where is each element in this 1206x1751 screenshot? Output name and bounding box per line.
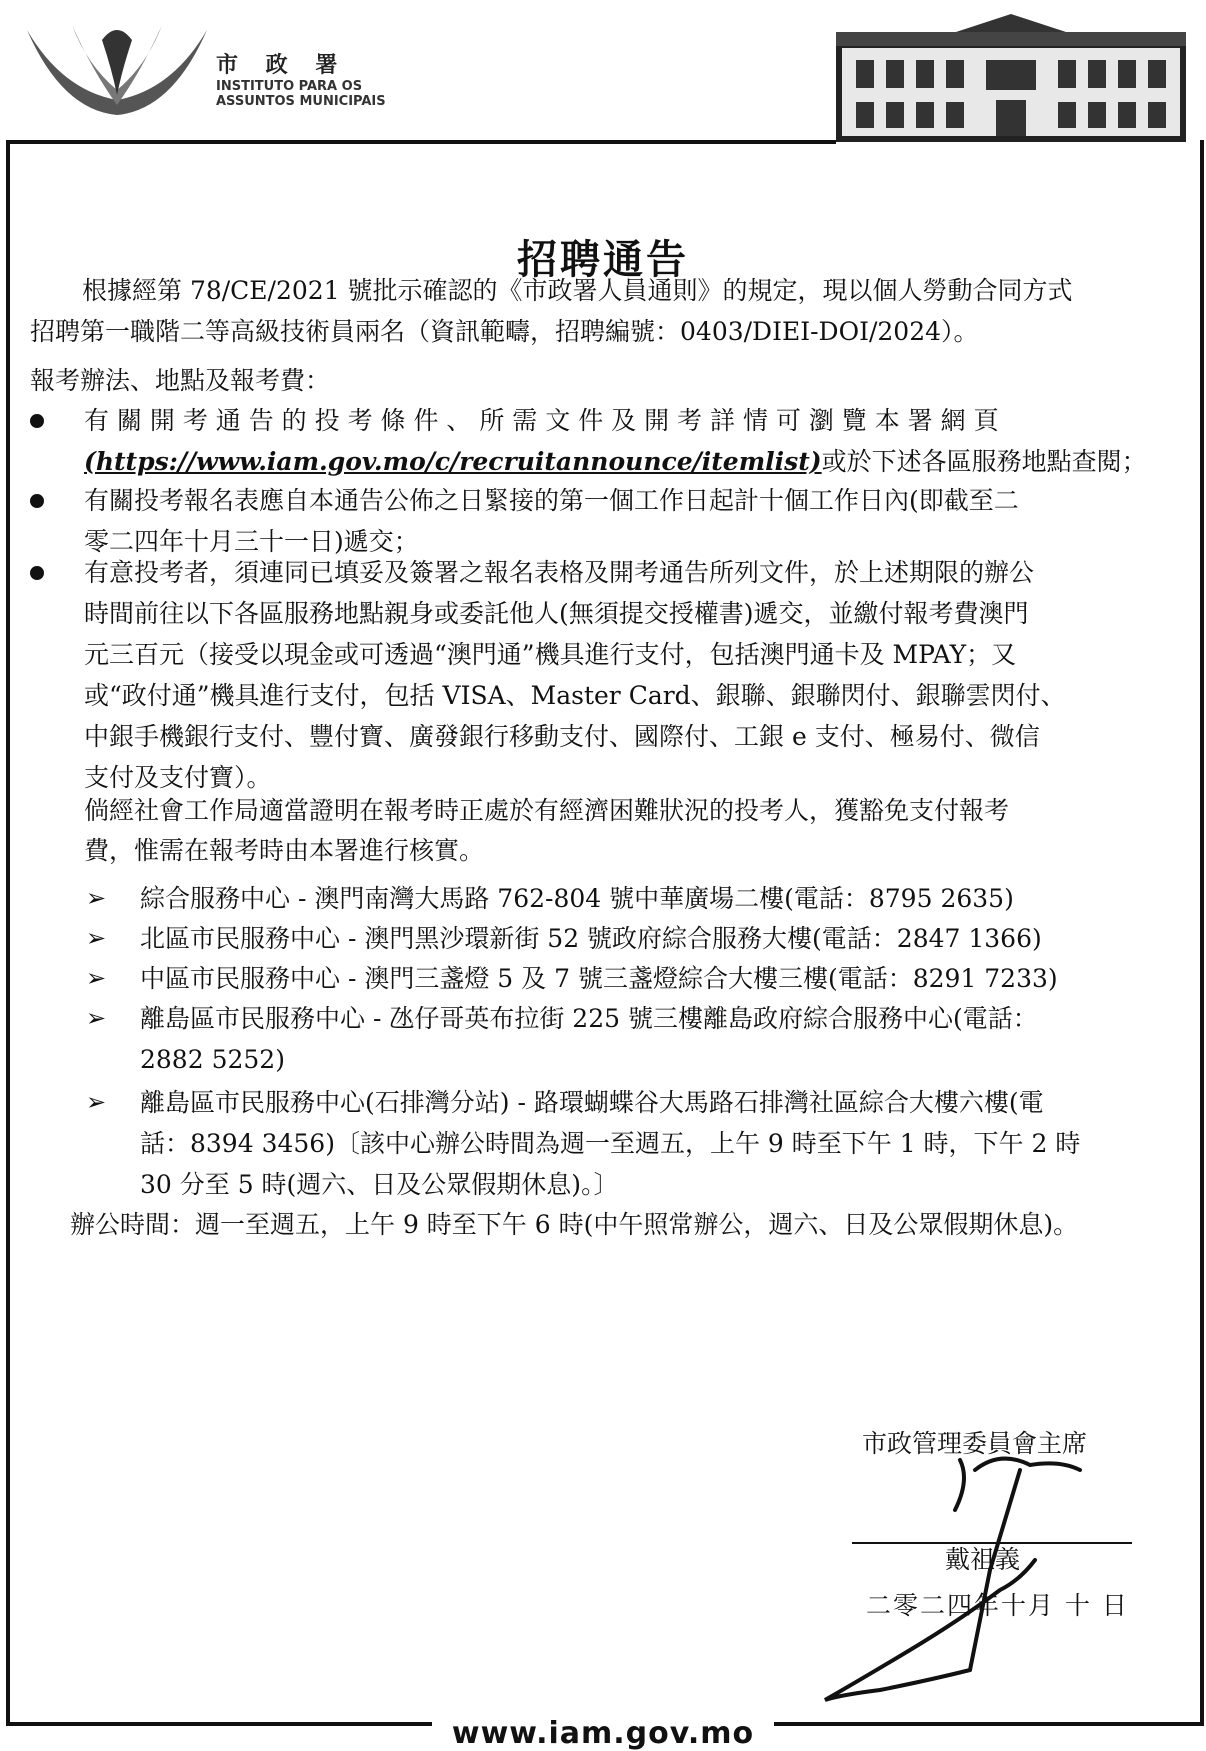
iam-logo — [22, 10, 212, 122]
exemption-line-1: 倘經社會工作局適當證明在報考時正處於有經濟困難狀況的投考人，獲豁免支付報考 — [84, 796, 1010, 825]
bullet-line: 中銀手機銀行支付、豐付寶、廣發銀行移動支付、國際付、工銀 e 支付、極易付、微信 — [84, 722, 1040, 751]
arrow-icon: ➢ — [86, 1004, 107, 1032]
service-center-line: 2882 5252) — [140, 1045, 285, 1074]
signature-date: 二零二四年十月 十 日 — [866, 1591, 1129, 1620]
arrow-icon: ➢ — [86, 884, 107, 912]
bullet-item — [30, 400, 1170, 482]
bullet-dot-icon — [30, 566, 44, 580]
section-heading: 報考辦法、地點及報考費： — [30, 366, 331, 395]
org-name-pt-1: INSTITUTO PARA OS — [216, 79, 363, 94]
service-center: 綜合服務中心 - 澳門南灣大馬路 762-804 號中華廣場二樓(電話：8795 2635) — [140, 884, 1014, 913]
office-hours: 辦公時間：週一至週五，上午 9 時至下午 6 時(中午照常辦公，週六、日及公眾假期休息)。 — [70, 1210, 1079, 1239]
service-center-line: 離島區市民服務中心 - 氹仔哥英布拉街 225 號三樓離島政府綜合服務中心(電話： — [140, 1004, 1038, 1033]
website-link[interactable]: (https://www.iam.gov.mo/c/recruitannounce/itemlist) — [84, 447, 822, 476]
arrow-icon: ➢ — [86, 924, 107, 952]
bullet-line: 有關投考報名表應自本通告公佈之日緊接的第一個工作日起計十個工作日內(即截至二 — [84, 486, 1019, 515]
frame-top-border — [6, 140, 836, 144]
intro-line-1: 根據經第 78/CE/2021 號批示確認的《市政署人員通則》的規定，現以個人勞動合同方式 — [82, 276, 1073, 305]
bullet-line: 有意投考者，須連同已填妥及簽署之報名表格及開考通告所列文件，於上述期限的辦公 — [84, 558, 1035, 587]
service-center-line: 30 分至 5 時(週六、日及公眾假期休息)。〕 — [140, 1170, 619, 1199]
org-name-zh: 市 政 署 — [216, 53, 348, 78]
footer — [0, 1716, 1206, 1751]
bullet-line: 支付及支付寶）。 — [84, 763, 272, 792]
bullet-item — [30, 480, 1170, 562]
bullet-item — [30, 552, 1170, 798]
service-center — [140, 998, 1170, 1080]
bullet-line: 有 關 開 考 通 告 的 投 考 條 件 、 所 需 文 件 及 開 考 詳 情 可 瀏 覽 本 署 網 頁 — [84, 406, 999, 435]
org-name-pt-2: ASSUNTOS MUNICIPAIS — [216, 94, 386, 109]
bullet-line: 零二四年十月三十一日)遞交； — [84, 527, 419, 556]
bullet-dot-icon — [30, 494, 44, 508]
organization-name — [216, 48, 386, 109]
service-center — [140, 1082, 1170, 1205]
intro-line-2: 招聘第一職階二等高級技術員兩名（資訊範疇，招聘編號：0403/DIEI-DOI/2024）。 — [30, 317, 979, 346]
bullet-dot-icon — [30, 414, 44, 428]
footer-website-link[interactable]: www.iam.gov.mo — [432, 1716, 774, 1751]
service-center: 中區市民服務中心 - 澳門三盞燈 5 及 7 號三盞燈綜合大樓三樓(電話：8291 7233) — [140, 964, 1058, 993]
intro-paragraph — [30, 270, 1170, 311]
bullet-line: 元三百元（接受以現金或可透過“澳門通”機具進行支付，包括澳門通卡及 MPAY；又 — [84, 640, 1017, 669]
service-center-line: 離島區市民服務中心(石排灣分站) - 路環蝴蝶谷大馬路石排灣社區綜合大樓六樓(電 — [140, 1088, 1044, 1117]
signatory-title: 市政管理委員會主席 — [862, 1429, 1088, 1458]
arrow-icon: ➢ — [86, 964, 107, 992]
notice-title: 招聘通告 — [517, 236, 689, 283]
building-illustration — [836, 12, 1186, 142]
service-center: 北區市民服務中心 - 澳門黑沙環新街 52 號政府綜合服務大樓(電話：2847 1366) — [140, 924, 1042, 953]
service-center-line: 話：8394 3456)〔該中心辦公時間為週一至週五，上午 9 時至下午 1 時，下午 2 時 — [140, 1129, 1081, 1158]
signatory-name: 戴祖義 — [945, 1545, 1021, 1574]
bullet-line-rest: 或於下述各區服務地點查閱； — [821, 447, 1147, 476]
handwritten-signature — [820, 1440, 1150, 1730]
arrow-icon: ➢ — [86, 1088, 107, 1116]
bullet-line: 時間前往以下各區服務地點親身或委託他人(無須提交授權書)遞交，並繳付報考費澳門 — [84, 599, 1029, 628]
bullet-line: 或“政付通”機具進行支付，包括 VISA、Master Card、銀聯、銀聯閃付、銀聯雲閃付、 — [84, 681, 1066, 710]
exemption-line-2: 費，惟需在報考時由本署進行核實。 — [84, 836, 485, 865]
